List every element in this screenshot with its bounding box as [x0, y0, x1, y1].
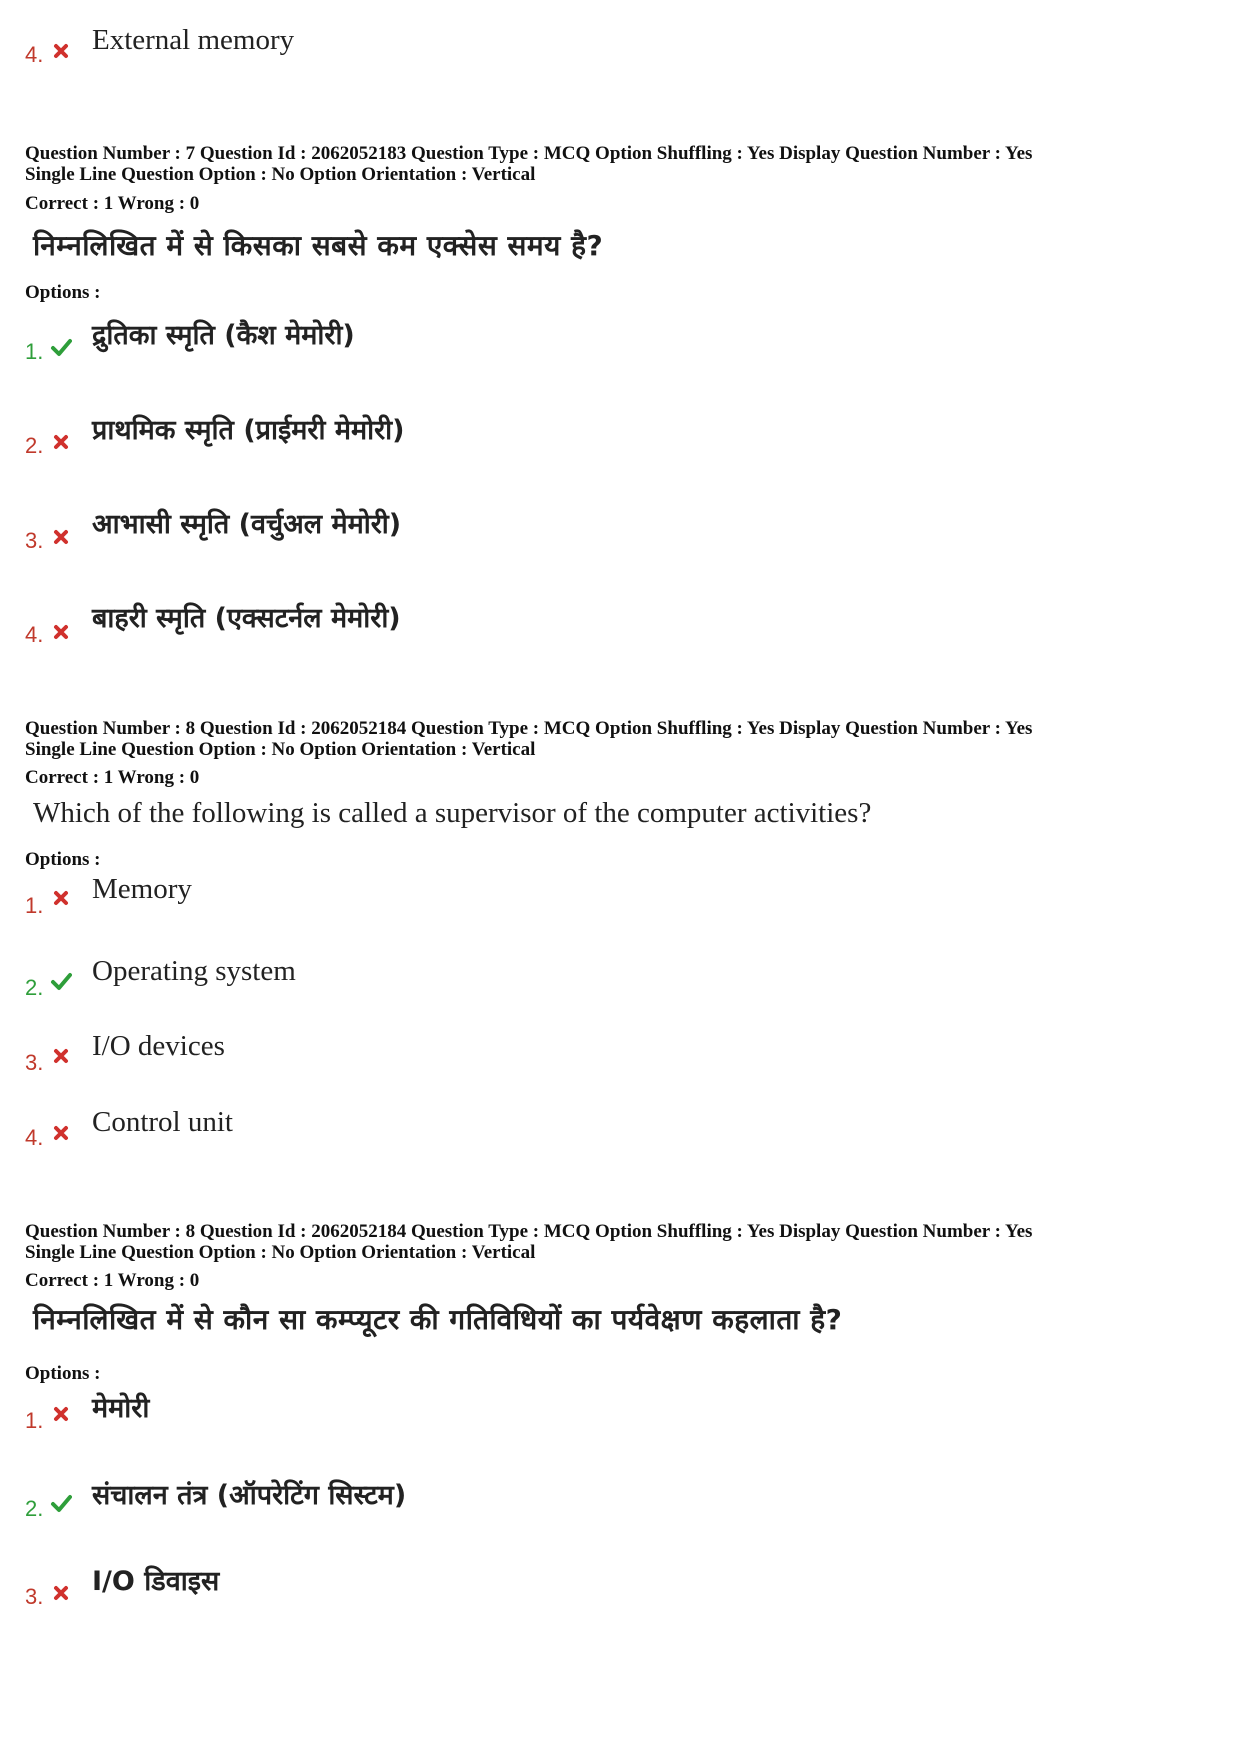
- question-score: Correct : 1 Wrong : 0: [25, 1270, 200, 1291]
- option-number: 4.: [25, 42, 44, 67]
- option-number: 4.: [25, 622, 44, 647]
- option-text: External memory: [92, 24, 295, 56]
- option-number: 3.: [25, 1050, 44, 1075]
- option-text: Control unit: [92, 1106, 233, 1138]
- option-number: 1.: [25, 339, 44, 364]
- question-meta: Single Line Question Option : No Option Orientation : Vertical: [25, 164, 536, 185]
- cross-icon: [50, 1582, 72, 1604]
- cross-icon: [50, 887, 72, 909]
- option-text: द्रुतिका स्मृति (कैश मेमोरी): [92, 320, 355, 351]
- option-text: संचालन तंत्र (ऑपरेटिंग सिस्टम): [92, 1480, 407, 1511]
- question-meta: Single Line Question Option : No Option Orientation : Vertical: [25, 1242, 536, 1263]
- option-text: मेमोरी: [92, 1393, 150, 1424]
- question-score: Correct : 1 Wrong : 0: [25, 193, 200, 214]
- option-number: 1.: [25, 893, 44, 918]
- option-text: I/O devices: [92, 1030, 225, 1062]
- option-number: 2.: [25, 1496, 44, 1521]
- cross-icon: [50, 1045, 72, 1067]
- option-number: 2.: [25, 433, 44, 458]
- option-number: 3.: [25, 1584, 44, 1609]
- option-text: Operating system: [92, 955, 296, 987]
- cross-icon: [50, 1122, 72, 1144]
- option-text: आभासी स्मृति (वर्चुअल मेमोरी): [92, 509, 402, 540]
- cross-icon: [50, 526, 72, 548]
- question-meta: Question Number : 8 Question Id : 2062052184 Question Type : MCQ Option Shuffling : Yes Display Question Number : Yes: [25, 1221, 1033, 1242]
- question-text: निम्नलिखित में से कौन सा कम्प्यूटर की गतिविधियों का पर्यवेक्षण कहलाता है?: [33, 1303, 843, 1336]
- check-icon: [50, 970, 72, 992]
- option-text: बाहरी स्मृति (एक्सटर्नल मेमोरी): [92, 603, 401, 634]
- options-label: Options :: [25, 282, 101, 303]
- option-number: 1.: [25, 1408, 44, 1433]
- options-label: Options :: [25, 1363, 101, 1384]
- check-icon: [50, 336, 72, 358]
- option-text: I/O डिवाइस: [92, 1566, 220, 1597]
- cross-icon: [50, 1403, 72, 1425]
- question-meta: Single Line Question Option : No Option Orientation : Vertical: [25, 739, 536, 760]
- question-meta: Question Number : 8 Question Id : 2062052184 Question Type : MCQ Option Shuffling : Yes Display Question Number : Yes: [25, 718, 1033, 739]
- option-number: 2.: [25, 975, 44, 1000]
- cross-icon: [50, 431, 72, 453]
- question-score: Correct : 1 Wrong : 0: [25, 767, 200, 788]
- cross-icon: [50, 40, 72, 62]
- question-text: निम्नलिखित में से किसका सबसे कम एक्सेस समय है?: [33, 229, 604, 262]
- option-number: 3.: [25, 528, 44, 553]
- options-label: Options :: [25, 849, 101, 870]
- option-number: 4.: [25, 1125, 44, 1150]
- question-meta: Question Number : 7 Question Id : 2062052183 Question Type : MCQ Option Shuffling : Yes Display Question Number : Yes: [25, 143, 1033, 164]
- option-text: Memory: [92, 873, 192, 905]
- question-text: Which of the following is called a supervisor of the computer activities?: [33, 797, 872, 829]
- option-text: प्राथमिक स्मृति (प्राईमरी मेमोरी): [92, 415, 405, 446]
- cross-icon: [50, 621, 72, 643]
- check-icon: [50, 1492, 72, 1514]
